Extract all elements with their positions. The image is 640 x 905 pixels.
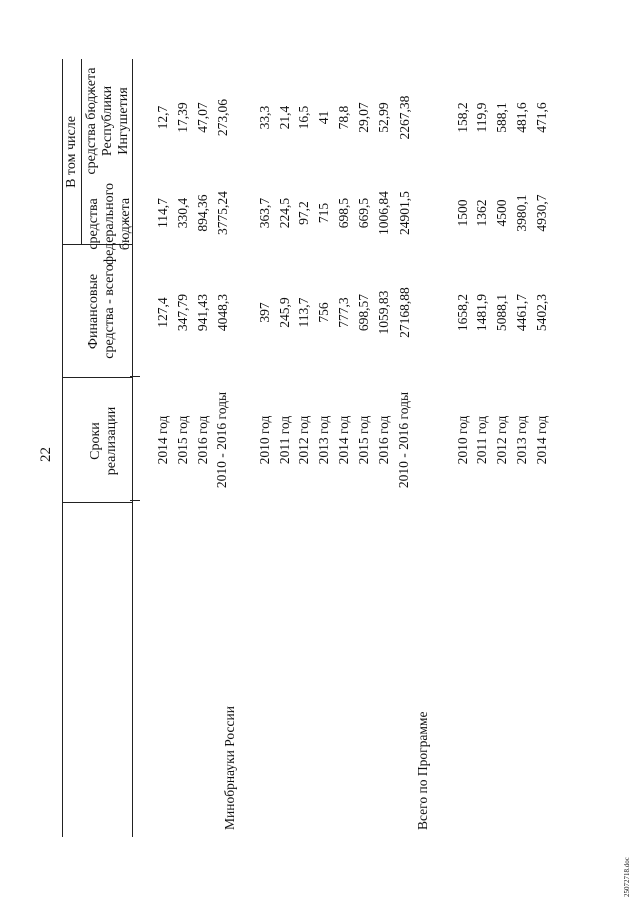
cell-federal: 669,5 xyxy=(356,197,371,229)
cell-republic: 273,06 xyxy=(215,98,230,137)
cell-total: 4048,3 xyxy=(215,293,230,332)
table-top-border xyxy=(62,59,63,837)
cell-republic: 47,07 xyxy=(195,102,210,133)
cell-total: 1658,2 xyxy=(455,293,470,332)
column-divider-5 xyxy=(130,500,140,501)
cell-total: 756 xyxy=(316,302,331,323)
cell-total: 698,57 xyxy=(356,293,371,332)
header-republic: средства бюджета Республики Ингушетия xyxy=(84,67,131,175)
cell-total: 5402,3 xyxy=(534,293,549,332)
cell-period: 2011 год xyxy=(277,415,292,465)
header-fin-total: Финансовые средства - всего xyxy=(86,264,117,359)
cell-period: 2010 - 2016 годы xyxy=(214,391,229,489)
group-label-minobr: Минобрнауки России xyxy=(222,706,237,830)
cell-republic: 588,1 xyxy=(494,102,509,133)
cell-period: 2012 год xyxy=(494,415,509,465)
cell-republic: 78,8 xyxy=(336,105,351,130)
cell-federal: 698,5 xyxy=(336,197,351,229)
cell-republic: 2267,38 xyxy=(397,95,412,140)
cell-republic: 41 xyxy=(316,110,331,125)
cell-period: 2010 год xyxy=(455,415,470,465)
cell-federal: 24901,5 xyxy=(397,191,412,235)
cell-federal: 224,5 xyxy=(277,197,292,229)
cell-period: 2014 год xyxy=(155,415,170,465)
cell-total: 777,3 xyxy=(336,297,351,328)
column-divider-1 xyxy=(62,502,133,503)
cell-federal: 1500 xyxy=(455,199,470,227)
cell-federal: 330,4 xyxy=(175,197,190,229)
cell-federal: 3980,1 xyxy=(514,194,529,232)
table-header-border xyxy=(132,59,133,837)
cell-period: 2016 год xyxy=(195,415,210,465)
column-divider-2 xyxy=(62,377,133,378)
cell-total: 347,79 xyxy=(175,293,190,332)
header-sroki: Сроки реализации xyxy=(88,406,119,476)
cell-total: 1059,83 xyxy=(376,290,391,335)
cell-federal: 1362 xyxy=(474,199,489,227)
header-federal: средства федерального бюджета xyxy=(86,182,133,265)
cell-federal: 4930,7 xyxy=(534,194,549,232)
cell-period: 2014 год xyxy=(534,415,549,465)
cell-republic: 16,5 xyxy=(296,105,311,130)
subheader-border xyxy=(81,59,82,245)
cell-federal: 363,7 xyxy=(257,197,272,229)
cell-period: 2010 - 2016 годы xyxy=(396,391,411,489)
header-v-tom-chisle: В том числе xyxy=(64,116,79,188)
cell-federal: 715 xyxy=(316,202,331,224)
cell-republic: 52,99 xyxy=(376,102,391,133)
cell-total: 113,7 xyxy=(296,297,311,328)
cell-republic: 481,6 xyxy=(514,102,529,133)
cell-republic: 21,4 xyxy=(277,105,292,130)
cell-total: 5088,1 xyxy=(494,293,509,332)
cell-period: 2015 год xyxy=(175,415,190,465)
cell-federal: 1006,84 xyxy=(376,191,391,235)
cell-period: 2010 год xyxy=(257,415,272,465)
cell-period: 2016 год xyxy=(376,415,391,465)
cell-republic: 33,3 xyxy=(257,105,272,130)
group-label-total: Всего по Программе xyxy=(415,711,430,830)
cell-republic: 17,39 xyxy=(175,102,190,133)
cell-federal: 894,36 xyxy=(195,194,210,232)
cell-period: 2012 год xyxy=(296,415,311,465)
cell-total: 4461,7 xyxy=(514,293,529,332)
cell-period: 2014 год xyxy=(336,415,351,465)
cell-total: 941,43 xyxy=(195,293,210,332)
cell-total: 27168,88 xyxy=(397,287,412,338)
cell-federal: 4500 xyxy=(494,199,509,227)
footer-code: 25072718.doc xyxy=(623,857,631,897)
cell-period: 2013 год xyxy=(514,415,529,465)
cell-republic: 12,7 xyxy=(155,105,170,130)
cell-total: 245,9 xyxy=(277,297,292,328)
cell-federal: 114,7 xyxy=(155,198,170,228)
cell-period: 2013 год xyxy=(316,415,331,465)
cell-republic: 471,6 xyxy=(534,102,549,133)
cell-republic: 158,2 xyxy=(455,102,470,133)
cell-period: 2011 год xyxy=(474,415,489,465)
cell-period: 2015 год xyxy=(356,415,371,465)
cell-total: 397 xyxy=(257,302,272,323)
cell-total: 127,4 xyxy=(155,297,170,328)
column-divider-4 xyxy=(130,376,140,377)
cell-total: 1481,9 xyxy=(474,293,489,332)
cell-republic: 119,9 xyxy=(474,102,489,133)
page-number: 22 xyxy=(38,447,54,462)
cell-federal: 3775,24 xyxy=(215,191,230,235)
cell-federal: 97,2 xyxy=(296,201,311,225)
cell-republic: 29,07 xyxy=(356,102,371,133)
